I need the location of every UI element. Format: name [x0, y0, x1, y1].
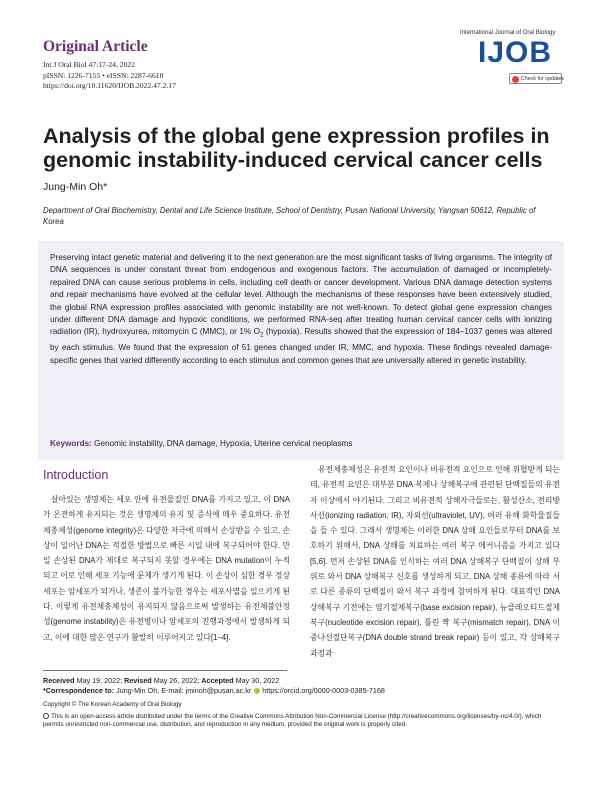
keywords-label: Keywords:: [50, 439, 92, 448]
check-updates-icon: [512, 76, 519, 83]
abstract-subscript: 2: [260, 333, 264, 340]
received-date: May 19, 2022;: [76, 676, 123, 685]
intro-right-column: [310, 462, 560, 661]
issn: pISSN: 1226-7155 • eISSN: 2287-6618: [43, 70, 164, 80]
orcid-icon: [254, 688, 260, 694]
keywords-list: Genomic instability, DNA damage, Hypoxia, Uterine cervical neoplasms: [94, 439, 353, 448]
footnote-divider: [43, 670, 287, 671]
keywords: [50, 438, 552, 449]
received-label: Received: [43, 676, 75, 685]
affiliation: Department of Oral Biochemistry, Dental and Life Science Institute, School of Dentistry, Pusan National University, Yangsan 50612, Republic of Korea: [43, 206, 536, 226]
revised-label: Revised: [124, 676, 152, 685]
revised-date: May 26, 2022;: [153, 676, 200, 685]
abstract-text: [50, 252, 552, 367]
intro-left-column: [43, 492, 290, 645]
intro-heading: Introduction: [43, 468, 109, 482]
orcid-link[interactable]: https://orcid.org/0000-0003-0385-7168: [262, 686, 385, 696]
ijob-logo: IJOB: [478, 36, 553, 69]
journal-name: International Journal of Oral Biology: [460, 30, 556, 36]
license-body: This is an open-access article distributed under the terms of the Creative Commons Attribution Non-Commercial License (http://creativecommons.org/licenses/by-nc/4.0/), which permits unrestricted non-commercial use, distribution, and reproduction in any medium, provided the original work is properly cited.: [43, 713, 542, 729]
accepted-label: Accepted: [201, 676, 234, 685]
abstract-part-2: (hypoxia). Results showed that the expression of 184–1037 genes was altered by each stimulus. We found that the expression of 51 genes changed under IR, MMC, and hypoxia. These findings revealed damage-specific genes that varied differently according to each stimulus and common genes that are universally altered in genetic instability.: [50, 327, 552, 365]
intro-left-paragraph: 살아있는 생명체는 세포 안에 유전물질인 DNA를 가지고 있고, 이 DNA가 온전하게 유지되는 것은 생명체의 유지 및 증식에 매우 중요하다. 유전체충체성(genome integrity)은 다양한 자극에 의해서 손상받을 수 있고, 손상이 일어난 DNA는 적절한 방법으로 빠른 시일 내에 복구되어야 한다. 만일 손상된 DNA가 제대로 복구되지 못할 경우에는 DNA mutation이 누적되고 이로 인해 세포 기능에 문제가 생기게 된다. 이 손상이 심한 경우 정상 세포는 암세포가 되거나, 생존이 불가능한 경우는 세포사멸을 일으키게 된다. 이렇게 유전체충체성이 유지되지 않음으로써 발생하는 유전체불안정성(genome instability)은 유전병이나 암세포의 진행과정에서 발생하게 되고, 이에 대한 많은 연구가 활발히 이루어지고 있다[1–4].: [43, 495, 290, 642]
article-type: Original Article: [43, 38, 148, 55]
correspondence-label: *Correspondence to:: [43, 686, 115, 696]
copyright: Copyright © The Korean Academy of Oral Biology: [43, 701, 182, 708]
check-for-updates-button[interactable]: [509, 73, 562, 84]
check-updates-label: Check for updates: [521, 76, 564, 82]
accepted-date: May 30, 2022: [235, 676, 280, 685]
cc-icon: [43, 713, 49, 719]
intro-right-paragraph: 유전체충체성은 유전적 요인이나 비유전적 요인으로 인해 위협받게 되는데, 유전적 요인은 대부분 DNA 복제나 상해복구에 관련된 단백질들의 유전자 이상에서 야기된다. 그리고 비유전적 상해자극들로는, 활성산소, 전리방사선(ionizing radiation, IR), 자외선(ultraviolet, UV), 여러 유해 화학물질들을 들 수 있다. 그래서 생명체는 이러한 DNA 상해 요인들로부터 DNA를 보호하기 위해서, DNA 상해를 치료하는 여러 복구 메커니즘을 가지고 있다[5,6]. 먼저 손상된 DNA를 인식하는 여러 DNA 상해복구 단백질이 상해 부위로 와서 DNA 상해복구 신호를 생성하게 되고, DNA 상해 종류에 따라 서로 다른 종류의 단백질이 와서 복구 과정에 참여하게 된다. 대표적인 DNA 상해복구 기전에는 염기절제복구(base excision repair), 뉴클레오티드절제복구(nucleotide excision repair), 틀린 짝 복구(mismatch repair), DNA 이중나선절단복구(DNA double strand break repair) 등이 있고, 각 상해복구 과정과: [310, 465, 560, 658]
author: Jung-Min Oh*: [43, 181, 108, 193]
citation-block: [43, 60, 176, 92]
received-dates: [43, 676, 385, 697]
doi-link[interactable]: https://doi.org/10.11620/IJOB.2022.47.2.17: [43, 81, 176, 90]
license-text: [43, 713, 559, 730]
article-title: Analysis of the global gene expression profiles in genomic instability-induced cervical cancer cells: [43, 124, 550, 172]
citation: Int J Oral Biol 47:17-24, 2022: [43, 60, 135, 69]
correspondence: Jung-Min Oh, E-mail: jminoh@pusan.ac.kr: [116, 686, 252, 696]
abstract-part-1: Preserving intact genetic material and delivering it to the next generation are the most significant tasks of living organisms. The integrity of DNA sequences is under constant threat from endogenous and exogenous factors. The accumulation of damaged or incompletely-repaired DNA can cause serious problems in cells, including cell death or cancer development. Various DNA damage detection systems and repair mechanisms have evolved at the cellular level. Although the mechanisms of these responses have been extensively studied, the global RNA expression profiles associated with genomic instability are not well-known. To detect global gene expression changes under different DNA damage and hypoxic conditions, we performed RNA-seq after treating human cervical cancer cells with ionizing radiation (IR), hydroxyurea, mitomycin C (MMC), or 1% O: [50, 253, 552, 337]
